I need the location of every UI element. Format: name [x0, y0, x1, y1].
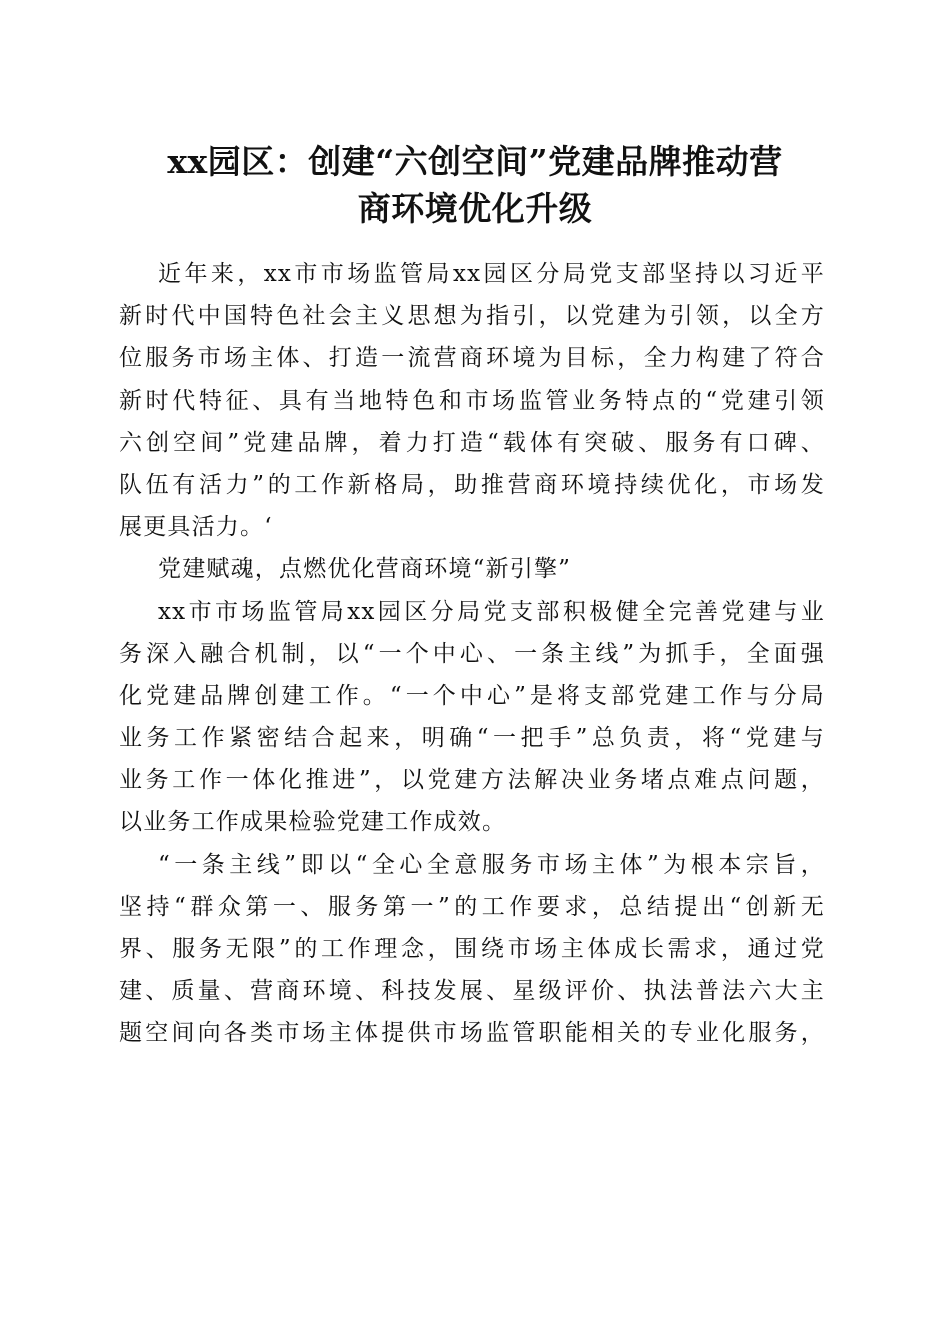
- paragraph-line: 展更具活力。‘: [119, 514, 273, 541]
- paragraph-one-mainline: [119, 844, 825, 1055]
- paragraph-line: 近年来，xx市市场监管局xx园区分局党支部坚持以习近平: [158, 261, 825, 287]
- paragraph-line: 务深入融合机制，以“一个中心、一条主线”为抓手，全面强: [119, 640, 825, 667]
- paragraph-intro: [119, 253, 825, 548]
- paragraph-line: 坚持“群众第一、服务第一”的工作要求，总结提出“创新无: [119, 893, 825, 920]
- paragraph-line: 建、质量、营商环境、科技发展、星级评价、执法普法六大主: [119, 978, 825, 1005]
- paragraph-line: 位服务市场主体、打造一流营商环境为目标，全力构建了符合: [119, 345, 825, 372]
- section-heading: [119, 548, 825, 590]
- paragraph-line: 新时代中国特色社会主义思想为指引，以党建为引领，以全方: [119, 303, 825, 330]
- paragraph-line: 业务工作一体化推进”，以党建方法解决业务堵点难点问题，: [119, 767, 825, 794]
- title-line-1: xx园区：创建“六创空间”党建品牌推动营: [167, 142, 783, 181]
- paragraph-line: 新时代特征、具有当地特色和市场监管业务特点的“党建引领: [119, 387, 825, 414]
- paragraph-line: 以业务工作成果检验党建工作成效。: [119, 809, 507, 836]
- paragraph-line: 业务工作紧密结合起来，明确“一把手”总负责，将“党建与: [119, 725, 825, 752]
- paragraph-line: “一条主线”即以“全心全意服务市场主体”为根本宗旨，: [158, 851, 825, 878]
- document-body: [119, 253, 825, 1055]
- title-line-2: 商环境优化升级: [357, 189, 593, 228]
- paragraph-line: 界、服务无限”的工作理念，围绕市场主体成长需求，通过党: [119, 936, 825, 962]
- paragraph-line: 六创空间”党建品牌，着力打造“载体有突破、服务有口碑、: [119, 429, 825, 456]
- section-heading-text: 党建赋魂，点燃优化营商环境“新引擎”: [158, 556, 572, 583]
- document-title: [115, 138, 835, 232]
- paragraph-line: 队伍有活力”的工作新格局，助推营商环境持续优化，市场发: [119, 471, 825, 498]
- paragraph-line: 化党建品牌创建工作。“一个中心”是将支部党建工作与分局: [119, 682, 825, 709]
- paragraph-line: xx市市场监管局xx园区分局党支部积极健全完善党建与业: [158, 598, 825, 625]
- paragraph-one-center: [119, 591, 825, 844]
- paragraph-line: 题空间向各类市场主体提供市场监管职能相关的专业化服务，: [119, 1020, 825, 1047]
